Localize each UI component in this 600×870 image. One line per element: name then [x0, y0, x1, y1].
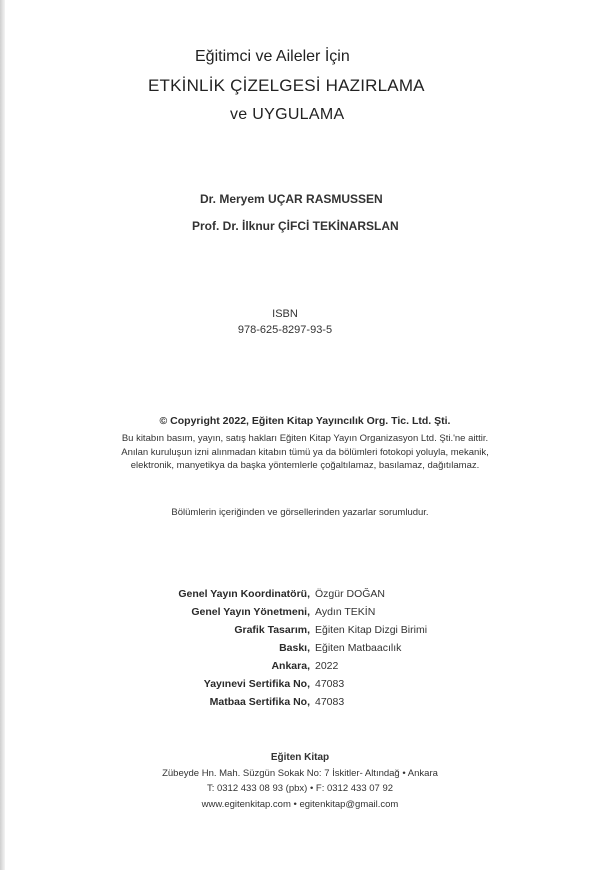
credit-value: Aydın TEKİN	[315, 606, 376, 618]
publisher-web: www.egitenkitap.com • egitenkitap@gmail.com	[201, 798, 399, 810]
copyright-block	[120, 415, 490, 473]
copyright-heading: © Copyright 2022, Eğiten Kitap Yayıncılık Org. Tic. Ltd. Şti.	[159, 415, 451, 427]
credit-value: Eğiten Kitap Dizgi Birimi	[315, 624, 428, 636]
credit-row	[0, 624, 600, 642]
credit-label: Grafik Tasarım,	[234, 624, 310, 636]
responsibility-text: Bölümlerin içeriğinden ve görsellerinden yazarlar sorumludur.	[171, 507, 429, 518]
publisher-name: Eğiten Kitap	[270, 752, 330, 763]
author-1: Dr. Meryem UÇAR RASMUSSEN	[200, 192, 383, 206]
credit-label: Ankara,	[271, 660, 310, 672]
responsibility-note	[0, 507, 600, 518]
credit-row	[0, 678, 600, 696]
publisher-block	[0, 750, 600, 812]
credit-row	[0, 642, 600, 660]
credit-label: Genel Yayın Yönetmeni,	[191, 606, 310, 618]
page-edge-shadow	[0, 0, 5, 870]
author-2: Prof. Dr. İlknur ÇİFCİ TEKİNARSLAN	[192, 219, 399, 233]
credit-row	[0, 606, 600, 624]
credit-value: Eğiten Matbaacılık	[315, 642, 402, 654]
credit-value: 47083	[315, 678, 345, 690]
credit-label: Genel Yayın Koordinatörü,	[178, 588, 310, 600]
publisher-address: Zübeyde Hn. Mah. Süzgün Sokak No: 7 İskitler- Altındağ • Ankara	[162, 767, 438, 779]
credit-row	[0, 696, 600, 714]
credit-value: 2022	[315, 660, 339, 672]
credit-value: 47083	[315, 696, 345, 708]
title-line-1: Eğitimci ve Aileler İçin	[195, 48, 350, 65]
credit-row	[0, 588, 600, 606]
credit-label: Yayınevi Sertifika No,	[203, 678, 310, 690]
isbn-number: 978-625-8297-93-5	[237, 324, 333, 336]
title-line-2: ETKİNLİK ÇİZELGESİ HAZIRLAMA	[148, 76, 425, 95]
credit-label: Matbaa Sertifika No,	[209, 696, 310, 708]
isbn-block	[230, 306, 340, 338]
title-line-3: ve UYGULAMA	[230, 106, 345, 123]
credit-label: Baskı,	[279, 642, 310, 654]
credit-row	[0, 660, 600, 678]
isbn-label: ISBN	[272, 308, 298, 320]
credit-value: Özgür DOĞAN	[315, 588, 386, 600]
publisher-phone: T: 0312 433 08 93 (pbx) • F: 0312 433 07 92	[206, 783, 394, 794]
copyright-body: Bu kitabın basım, yayın, satış hakları Eğiten Kitap Yayın Organizasyon Ltd. Şti.'ne aittir. Anılan kuruluşun izni alınmadan kitabın tümü ya da bölümleri fotokopi yoluyla, mekanik, elektronik, manyetikya da başka yöntemlerle çoğaltılamaz, basılamaz, dağıtılamaz.	[121, 433, 489, 471]
